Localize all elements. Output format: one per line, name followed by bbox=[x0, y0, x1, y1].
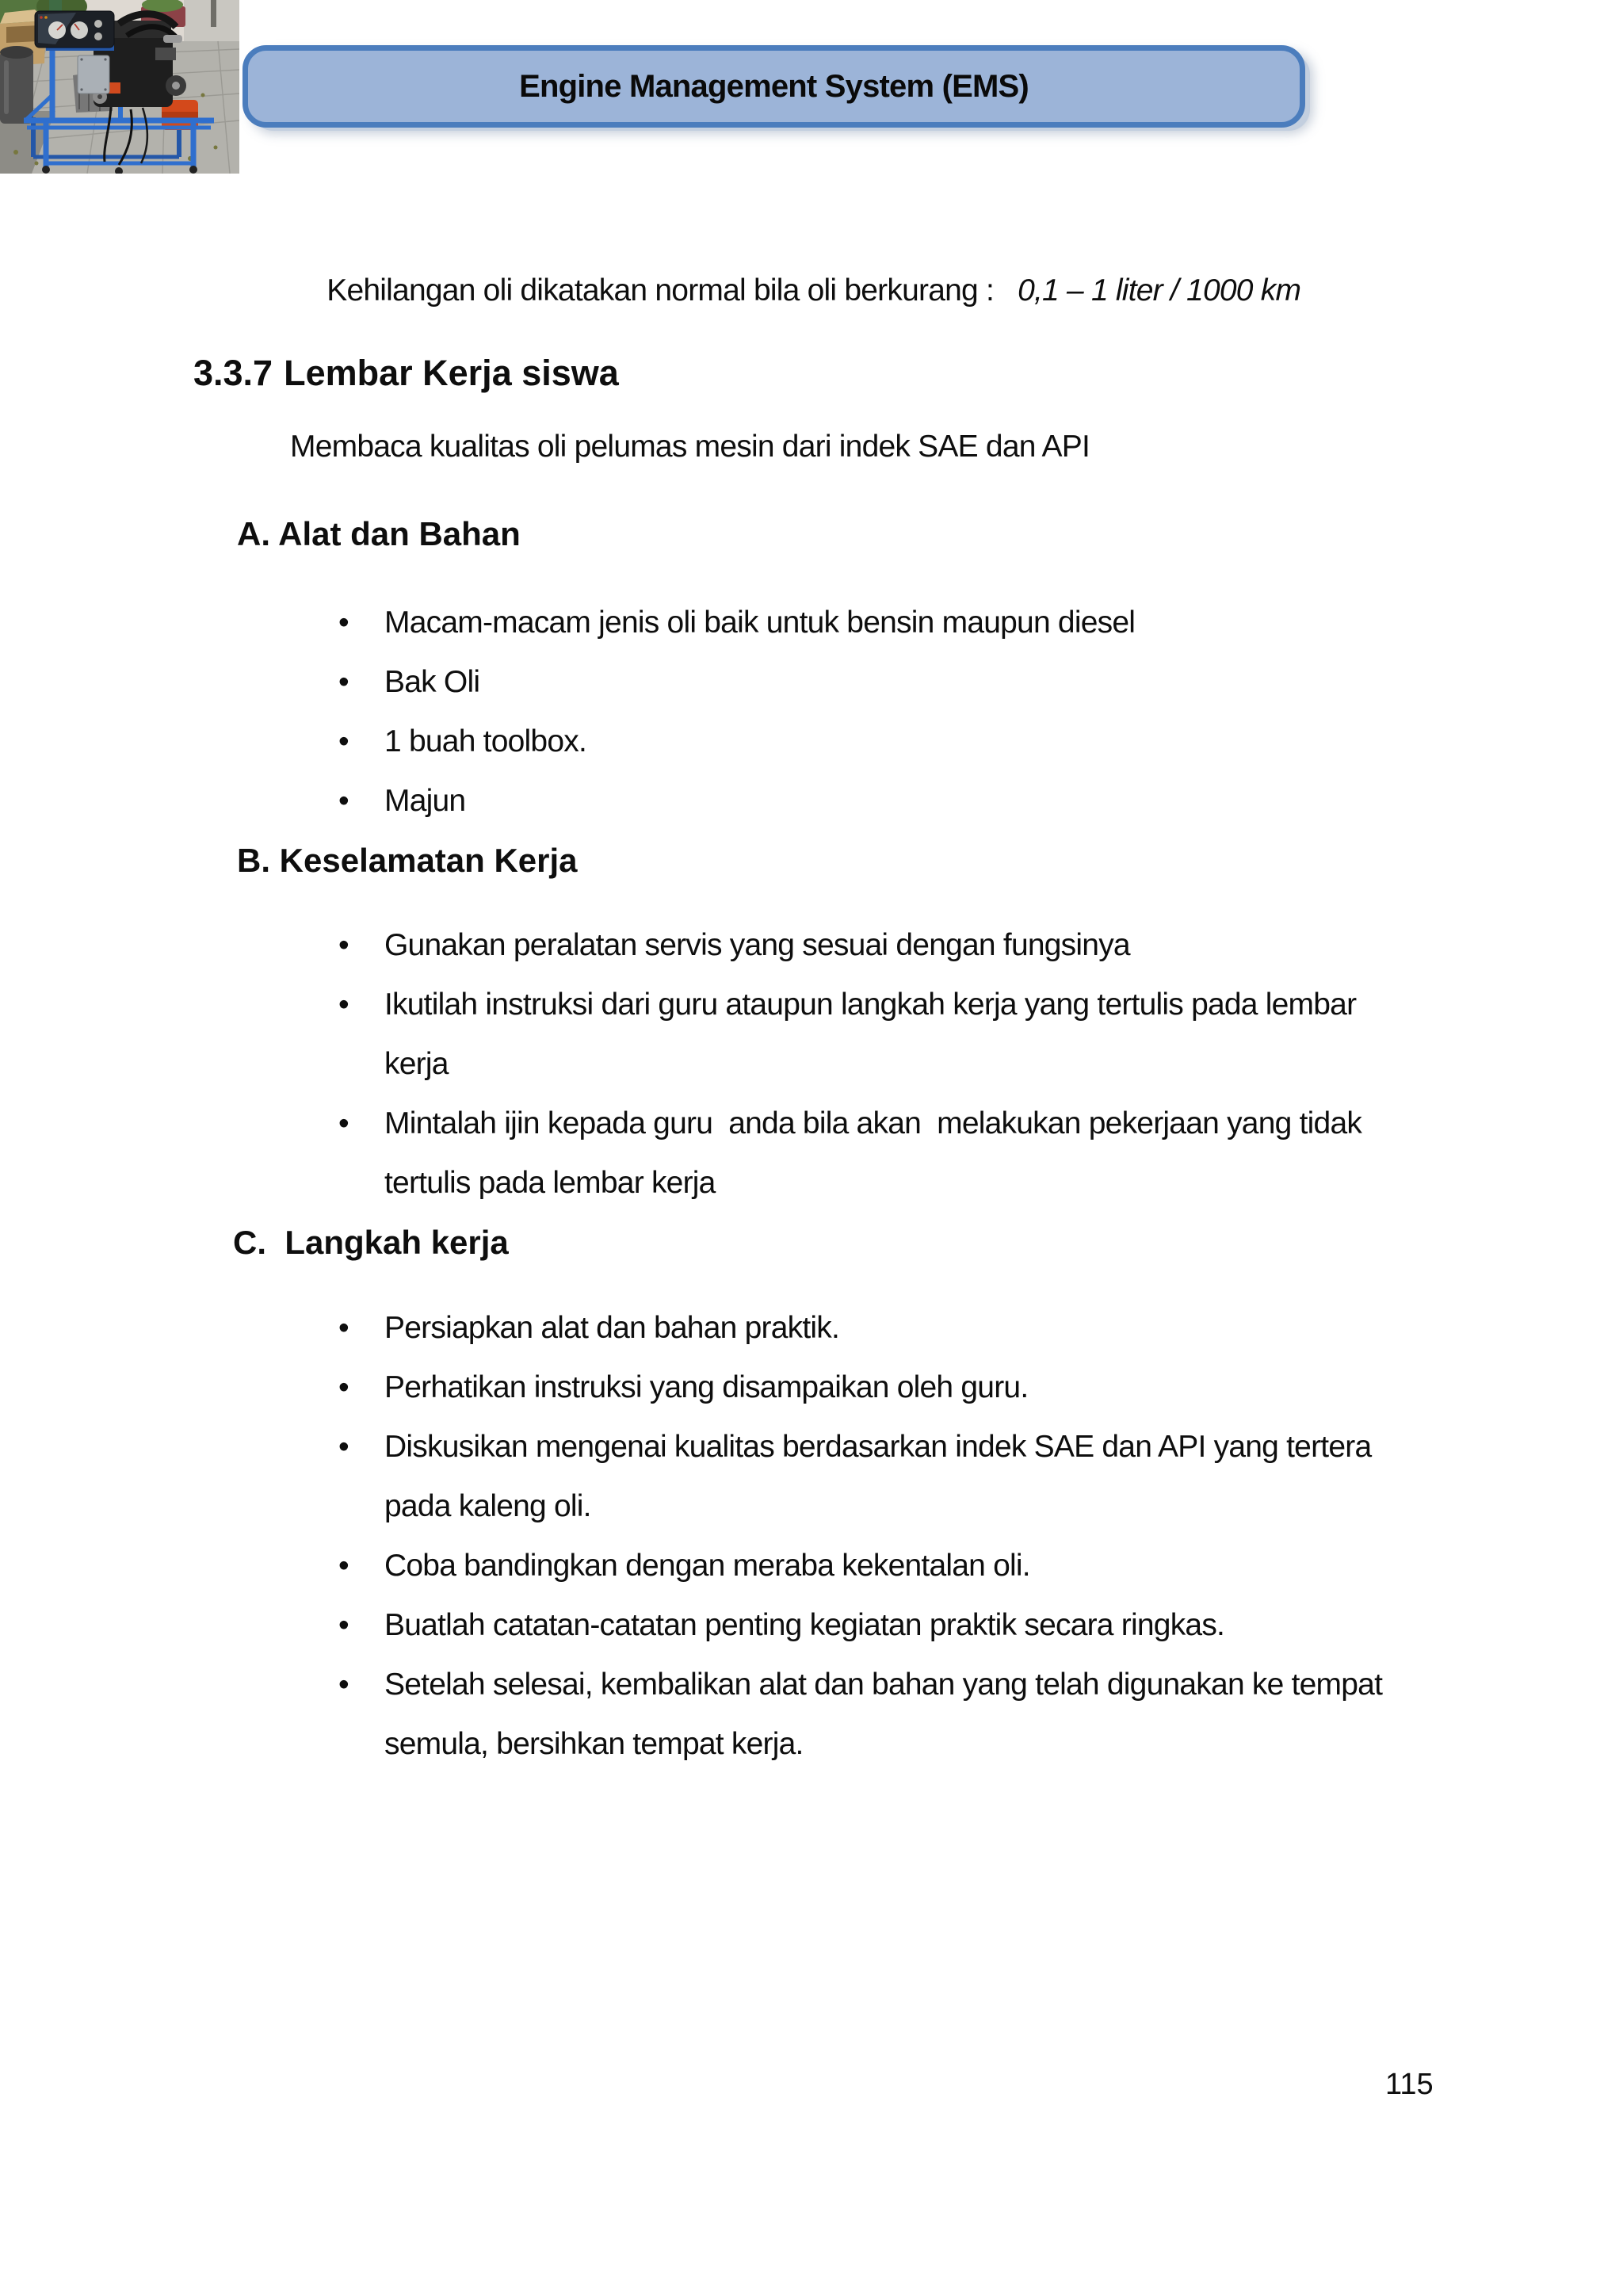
list-item bbox=[338, 712, 1527, 771]
list-item bbox=[338, 975, 1527, 1034]
list-item bbox=[338, 1298, 1527, 1358]
oil-loss-note-value: 0,1 – 1 liter / 1000 km bbox=[1018, 273, 1301, 308]
instrument-panel bbox=[35, 11, 114, 51]
bullet-icon: • bbox=[338, 724, 349, 758]
bullet-icon: • bbox=[338, 1608, 349, 1642]
section-a-heading: A. Alat dan Bahan bbox=[237, 515, 521, 552]
list-item-text: Mintalah ijin kepada guru anda bila akan melakukan pekerjaan yang tidak bbox=[384, 1106, 1362, 1140]
worksheet-subtitle: Membaca kualitas oli pelumas mesin dari indek SAE dan API bbox=[290, 430, 1090, 464]
list-item-text: pada kaleng oli. bbox=[384, 1489, 591, 1523]
list-item-continuation bbox=[338, 1477, 1527, 1536]
list-item-text: Buatlah catatan-catatan penting kegiatan praktik secara ringkas. bbox=[384, 1608, 1225, 1642]
trash-bin bbox=[0, 46, 33, 124]
section-b-list bbox=[338, 915, 1527, 1213]
list-item-text: semula, bersihkan tempat kerja. bbox=[384, 1727, 804, 1761]
list-item-text: tertulis pada lembar kerja bbox=[384, 1166, 716, 1200]
list-item bbox=[338, 771, 1527, 831]
list-item bbox=[338, 915, 1527, 975]
bullet-icon: • bbox=[338, 1549, 349, 1583]
list-item bbox=[338, 1655, 1527, 1714]
list-item bbox=[338, 1536, 1527, 1595]
section-c-heading: C. Langkah kerja bbox=[233, 1224, 509, 1261]
bullet-icon: • bbox=[338, 1430, 349, 1464]
bullet-icon: • bbox=[338, 988, 349, 1022]
bullet-icon: • bbox=[338, 784, 349, 818]
bullet-icon: • bbox=[338, 665, 349, 699]
list-item-text: Majun bbox=[384, 784, 466, 818]
section-b-heading: B. Keselamatan Kerja bbox=[237, 842, 578, 879]
list-item-text: Ikutilah instruksi dari guru ataupun langkah kerja yang tertulis pada lembar bbox=[384, 988, 1357, 1022]
bullet-icon: • bbox=[338, 606, 349, 640]
list-item-text: Diskusikan mengenai kualitas berdasarkan indek SAE dan API yang tertera bbox=[384, 1430, 1372, 1464]
engine-trainer-photo bbox=[0, 0, 239, 174]
list-item bbox=[338, 1417, 1527, 1477]
list-item-text: Bak Oli bbox=[384, 665, 480, 699]
bullet-icon: • bbox=[338, 1370, 349, 1404]
list-item-continuation bbox=[338, 1034, 1527, 1094]
section-a-list bbox=[338, 593, 1527, 831]
section-3-3-7-heading bbox=[193, 343, 619, 403]
list-item-text: Setelah selesai, kembalikan alat dan bahan yang telah digunakan ke tempat bbox=[384, 1668, 1383, 1702]
page-header-title: Engine Management System (EMS) bbox=[519, 68, 1029, 104]
list-item-text: Macam-macam jenis oli baik untuk bensin maupun diesel bbox=[384, 606, 1136, 640]
list-item bbox=[338, 1595, 1527, 1655]
list-item-text: Gunakan peralatan servis yang sesuai dengan fungsinya bbox=[384, 928, 1130, 962]
list-item bbox=[338, 1094, 1527, 1153]
section-c-list bbox=[338, 1298, 1527, 1774]
list-item-text: Persiapkan alat dan bahan praktik. bbox=[384, 1311, 840, 1345]
list-item-continuation bbox=[338, 1153, 1527, 1213]
list-item-text: Coba bandingkan dengan meraba kekentalan oli. bbox=[384, 1549, 1030, 1583]
list-item bbox=[338, 1358, 1527, 1417]
page-number: 115 bbox=[1385, 2068, 1434, 2101]
list-item-text: 1 buah toolbox. bbox=[384, 724, 587, 758]
section-number: 3.3.7 bbox=[193, 353, 273, 393]
bullet-icon: • bbox=[338, 1311, 349, 1345]
list-item-continuation bbox=[338, 1714, 1527, 1774]
bullet-icon: • bbox=[338, 1668, 349, 1702]
list-item bbox=[338, 593, 1527, 652]
list-item-text: kerja bbox=[384, 1047, 449, 1081]
bullet-icon: • bbox=[338, 928, 349, 962]
page-header-banner bbox=[242, 45, 1305, 128]
section-title: Lembar Kerja siswa bbox=[284, 353, 619, 393]
bullet-icon: • bbox=[338, 1106, 349, 1140]
list-item-text: Perhatikan instruksi yang disampaikan oleh guru. bbox=[384, 1370, 1029, 1404]
oil-loss-note-text: Kehilangan oli dikatakan normal bila oli berkurang : bbox=[327, 273, 995, 308]
list-item bbox=[338, 652, 1527, 712]
